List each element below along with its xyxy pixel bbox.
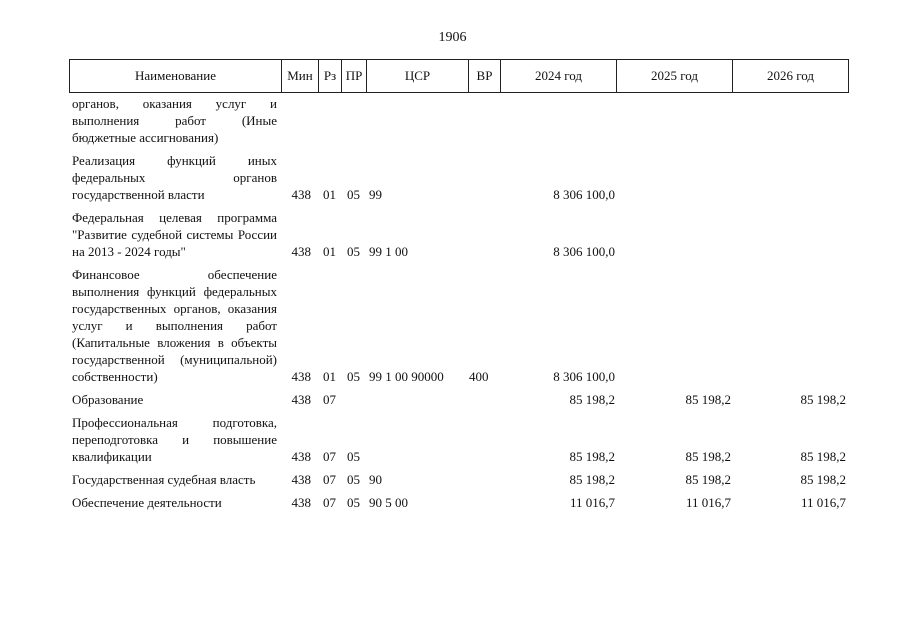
header-name: Наименование	[70, 60, 282, 92]
row-csr: 90	[369, 472, 382, 487]
header-2024: 2024 год	[501, 60, 617, 92]
table-body	[69, 95, 851, 517]
row-2026: 85 198,2	[800, 449, 846, 464]
row-rz: 01	[323, 187, 336, 202]
header-rz: Рз	[319, 60, 342, 92]
header-2026: 2026 год	[767, 68, 814, 83]
row-min: 438	[291, 187, 311, 202]
table-row	[69, 494, 851, 511]
row-rz: 01	[323, 244, 336, 259]
row-2024: 8 306 100,0	[553, 369, 615, 384]
row-2025: 85 198,2	[685, 449, 731, 464]
row-pr: 05	[347, 495, 360, 510]
row-pr: 05	[347, 244, 360, 259]
row-csr: 99	[369, 187, 382, 202]
header-min: Мин	[282, 60, 319, 92]
row-2026: 85 198,2	[800, 472, 846, 487]
row-2025: 85 198,2	[685, 392, 731, 407]
row-rz: 07	[323, 495, 336, 510]
row-name: Реализация функций иных федеральных органов государственной власти	[72, 153, 277, 202]
row-name: Государственная судебная власть	[72, 472, 256, 487]
row-2024: 8 306 100,0	[553, 187, 615, 202]
row-name: Федеральная целевая программа "Развитие судебной системы России на 2013 - 2024 годы"	[72, 210, 277, 259]
row-csr: 99 1 00 90000	[369, 369, 444, 384]
row-min: 438	[291, 449, 311, 464]
row-2024: 85 198,2	[569, 392, 615, 407]
row-name: Обеспечение деятельности	[72, 495, 222, 510]
header-pr: ПР	[342, 60, 367, 92]
row-rz: 07	[323, 472, 336, 487]
table-row	[69, 266, 851, 385]
table-row	[69, 414, 851, 465]
row-csr: 99 1 00	[369, 244, 408, 259]
row-2026: 85 198,2	[800, 392, 846, 407]
row-2025: 85 198,2	[685, 472, 731, 487]
row-vr: 400	[469, 369, 489, 384]
table-row	[69, 152, 851, 203]
row-min: 438	[291, 369, 311, 384]
page-number: 1906	[438, 30, 467, 45]
table-row	[69, 471, 851, 488]
row-name: Профессиональная подготовка, переподготовка и повышение квалификации	[72, 415, 277, 464]
row-name: Финансовое обеспечение выполнения функций федеральных государственных органов, оказания услуг и выполнения работ (Капитальные вложения в объекты государственной (муниципальной) собственности)	[72, 267, 277, 384]
row-rz: 07	[323, 392, 336, 407]
table-row	[69, 95, 851, 146]
row-pr: 05	[347, 187, 360, 202]
row-2024: 11 016,7	[569, 495, 615, 510]
row-csr: 90 5 00	[369, 495, 408, 510]
row-2026: 11 016,7	[800, 495, 846, 510]
row-2024: 8 306 100,0	[553, 244, 615, 259]
row-min: 438	[291, 244, 311, 259]
row-pr: 05	[347, 369, 360, 384]
row-name: Образование	[72, 392, 144, 407]
row-pr: 05	[347, 449, 360, 464]
row-2025: 11 016,7	[685, 495, 731, 510]
table-header	[69, 59, 849, 93]
header-vr: ВР	[469, 60, 501, 92]
row-2024: 85 198,2	[569, 449, 615, 464]
table-row	[69, 391, 851, 408]
row-2024: 85 198,2	[569, 472, 615, 487]
row-min: 438	[291, 472, 311, 487]
row-min: 438	[291, 495, 311, 510]
row-min: 438	[291, 392, 311, 407]
header-2025: 2025 год	[617, 60, 733, 92]
row-name: органов, оказания услуг и выполнения работ (Иные бюджетные ассигнования)	[72, 96, 277, 145]
row-rz: 01	[323, 369, 336, 384]
table-row	[69, 209, 851, 260]
row-rz: 07	[323, 449, 336, 464]
header-csr: ЦСР	[367, 60, 469, 92]
row-pr: 05	[347, 472, 360, 487]
